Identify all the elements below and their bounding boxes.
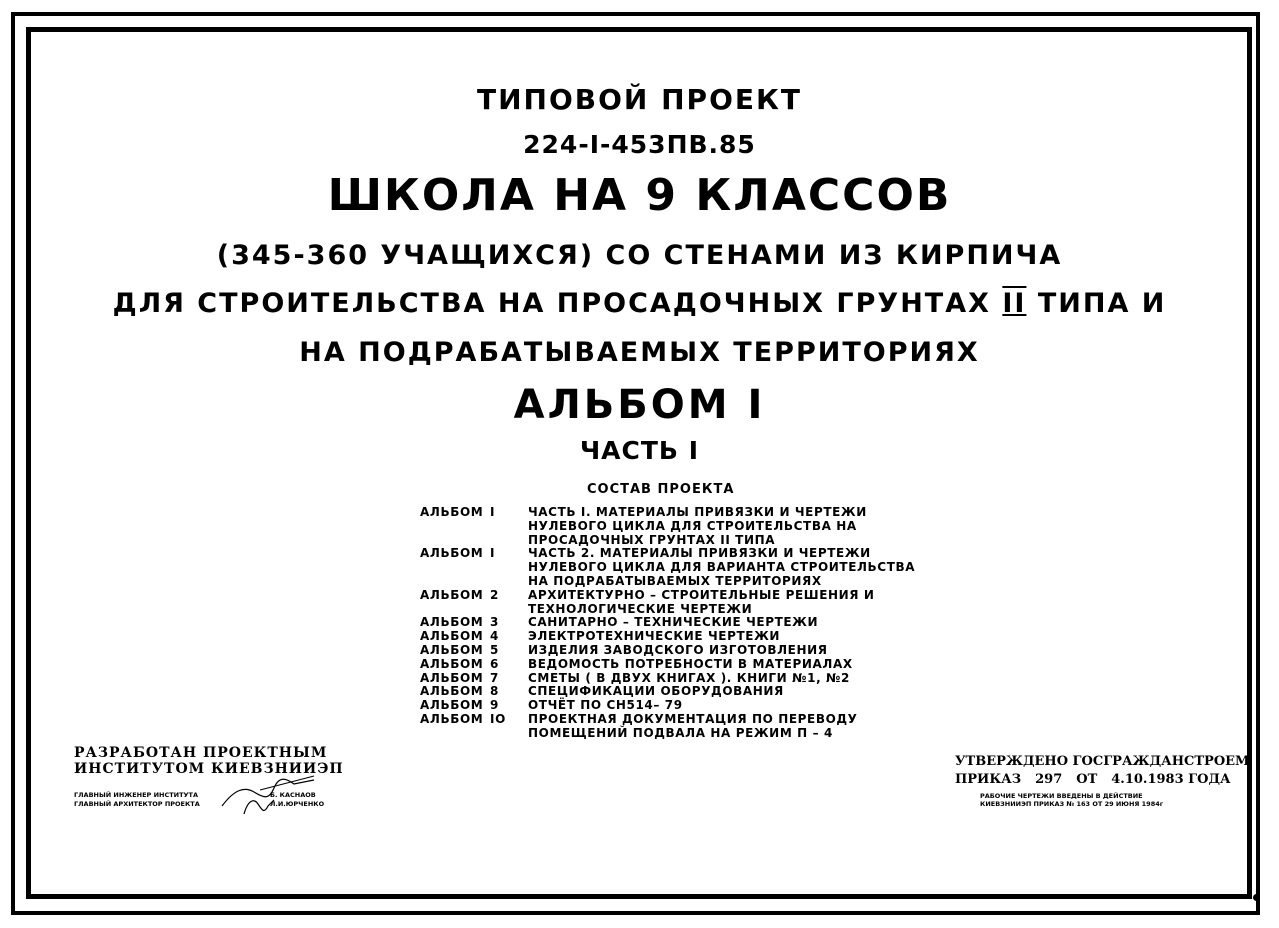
order-date: 4.10.1983 ГОДА (1111, 772, 1231, 787)
album-list (420, 506, 915, 741)
album-number: I (490, 505, 496, 519)
album-row (420, 506, 915, 547)
soil-type-numeral: II (1002, 288, 1027, 319)
album-label: АЛЬБОМ (420, 698, 484, 713)
album-label: АЛЬБОМ (420, 642, 484, 657)
album-number: 3 (490, 615, 499, 630)
album-description: ВЕДОМОСТЬ ПОТРЕБНОСТИ В МАТЕРИАЛАХ (528, 656, 853, 671)
developer-line-2: ИНСТИТУТОМ КИЕВЗНИИЭП (74, 761, 344, 777)
album-heading: АЛЬБОМ I (513, 382, 766, 428)
album-label: АЛЬБОМ (420, 615, 484, 630)
staff-role: ГЛАВНЫЙ АРХИТЕКТОР ПРОЕКТА (74, 800, 200, 808)
approval-line: УТВЕРЖДЕНО ГОСГРАЖДАНСТРОЕМ (955, 754, 1250, 769)
album-label: АЛЬБОМ (420, 546, 484, 561)
album-label: АЛЬБОМ (420, 670, 484, 685)
staff-name: Б. КАСНАОВ (270, 791, 316, 799)
album-description: СМЕТЫ ( В ДВУХ КНИГАХ ). КНИГИ №1, №2 (528, 670, 850, 685)
album-number: 6 (490, 656, 499, 671)
album-number: 8 (490, 684, 499, 699)
composition-title: СОСТАВ ПРОЕКТА (587, 482, 735, 497)
album-row (420, 713, 915, 741)
album-description: АРХИТЕКТУРНО – СТРОИТЕЛЬНЫЕ РЕШЕНИЯ И ТЕХНОЛОГИЧЕСКИЕ ЧЕРТЕЖИ (528, 587, 875, 616)
album-label: АЛЬБОМ (420, 629, 484, 644)
album-description: СПЕЦИФИКАЦИИ ОБОРУДОВАНИЯ (528, 684, 784, 699)
album-description: ЧАСТЬ I. МАТЕРИАЛЫ ПРИВЯЗКИ И ЧЕРТЕЖИ НУЛЕВОГО ЦИКЛА ДЛЯ СТРОИТЕЛЬСТВА НА ПРОСАДОЧНЫХ ГРУНТАХ II ТИПА (528, 505, 867, 547)
order-label: ПРИКАЗ (955, 772, 1022, 787)
album-description: ПРОЕКТНАЯ ДОКУМЕНТАЦИЯ ПО ПЕРЕВОДУ ПОМЕЩЕНИЙ ПОДВАЛА НА РЕЖИМ П – 4 (528, 711, 858, 740)
order-number: 297 (1035, 772, 1063, 787)
album-number: I (490, 546, 496, 561)
project-title: ШКОЛА НА 9 КЛАССОВ (327, 170, 952, 221)
signature-image (214, 770, 324, 820)
album-row (420, 547, 915, 588)
album-label: АЛЬБОМ (420, 684, 484, 699)
project-subtitle-2 (0, 288, 1279, 319)
project-subtitle-1: (345-360 УЧАЩИХСЯ) СО СТЕНАМИ ИЗ КИРПИЧА (216, 240, 1063, 271)
album-row (420, 658, 915, 672)
album-description: САНИТАРНО – ТЕХНИЧЕСКИЕ ЧЕРТЕЖИ (528, 615, 819, 630)
enactment-note-line-2: КИЕВЗНИИЭП ПРИКАЗ № 163 ОТ 29 ИЮНЯ 1984г (980, 800, 1164, 808)
album-row (420, 630, 915, 644)
album-number: 2 (490, 587, 499, 602)
enactment-note (980, 792, 1163, 808)
album-number: IO (490, 711, 506, 726)
part-heading: ЧАСТЬ I (579, 436, 699, 465)
album-number: 7 (490, 670, 499, 685)
corner-dot (1253, 894, 1260, 901)
album-description: ЧАСТЬ 2. МАТЕРИАЛЫ ПРИВЯЗКИ И ЧЕРТЕЖИ НУЛЕВОГО ЦИКЛА ДЛЯ ВАРИАНТА СТРОИТЕЛЬСТВА НА ПОДРАБАТЫВАЕМЫХ ТЕРРИТОРИЯХ (528, 546, 916, 588)
album-row (420, 699, 915, 713)
album-row (420, 589, 915, 617)
subtitle-2-post: ТИПА И (1026, 288, 1167, 319)
project-subtitle-3: НА ПОДРАБАТЫВАЕМЫХ ТЕРРИТОРИЯХ (299, 337, 980, 368)
project-code: 224-I-453ПВ.85 (523, 130, 756, 159)
album-row (420, 616, 915, 630)
album-label: АЛЬБОМ (420, 711, 484, 726)
album-number: 5 (490, 642, 499, 657)
album-row (420, 672, 915, 686)
album-description: ОТЧЁТ ПО СН514– 79 (528, 698, 683, 713)
staff-role: ГЛАВНЫЙ ИНЖЕНЕР ИНСТИТУТА (74, 791, 199, 799)
album-label: АЛЬБОМ (420, 587, 484, 602)
developer-line-1: РАЗРАБОТАН ПРОЕКТНЫМ (74, 745, 328, 761)
subtitle-2-pre: ДЛЯ СТРОИТЕЛЬСТВА НА ПРОСАДОЧНЫХ ГРУНТАХ (112, 288, 1003, 319)
staff-name: Л.И.ЮРЧЕНКО (270, 800, 325, 808)
approval-block (955, 753, 1249, 789)
approval-order (955, 771, 1249, 789)
album-label: АЛЬБОМ (420, 656, 484, 671)
enactment-note-line-1: РАБОЧИЕ ЧЕРТЕЖИ ВВЕДЕНЫ В ДЕЙСТВИЕ (980, 792, 1143, 800)
project-type-heading: ТИПОВОЙ ПРОЕКТ (477, 83, 802, 116)
album-number: 4 (490, 629, 499, 644)
album-row (420, 644, 915, 658)
album-number: 9 (490, 698, 499, 713)
album-description: ЭЛЕКТРОТЕХНИЧЕСКИЕ ЧЕРТЕЖИ (528, 629, 781, 644)
album-label: АЛЬБОМ (420, 505, 484, 519)
album-description: ИЗДЕЛИЯ ЗАВОДСКОГО ИЗГОТОВЛЕНИЯ (528, 642, 828, 657)
order-from: ОТ (1076, 772, 1098, 787)
